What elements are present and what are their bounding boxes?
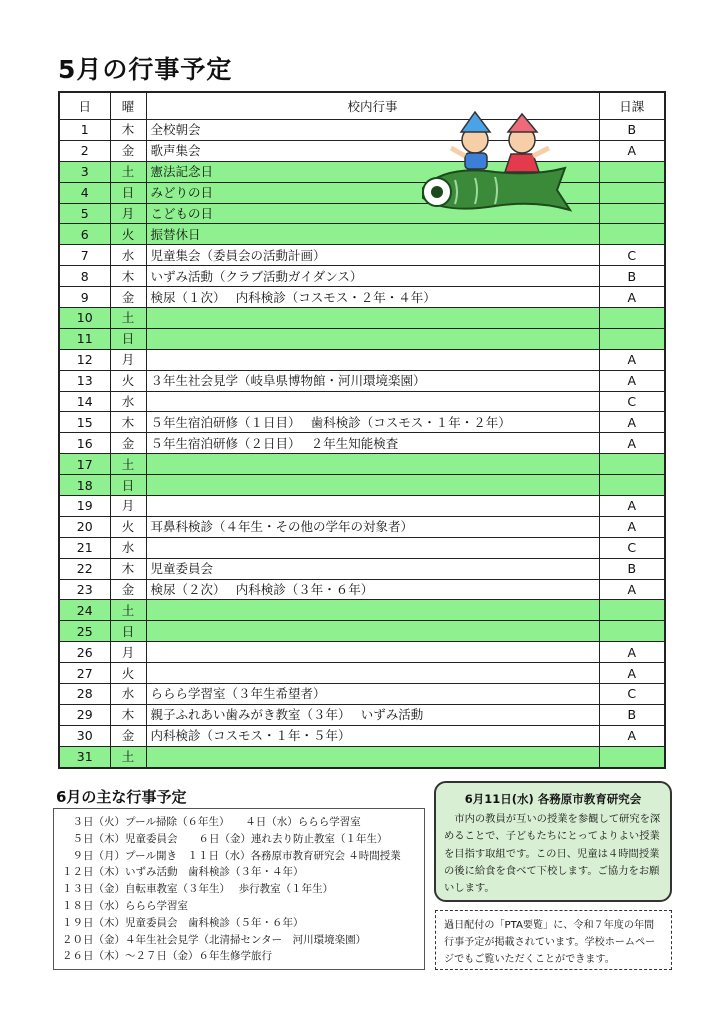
table-row	[59, 391, 665, 412]
row-event: いずみ活動（クラブ活動ガイダンス）	[146, 266, 599, 287]
pta-notice: 過日配付の「PTA要覧」に、令和７年度の年間行事予定が掲載されています。学校ホームページでもご覧いただくことができます。	[435, 910, 672, 970]
row-schedule: A	[599, 496, 665, 517]
june-event-item: １８日（水）ららら学習室	[62, 899, 188, 912]
row-event	[146, 642, 599, 663]
row-event: 振替休日	[146, 224, 599, 245]
row-schedule	[599, 746, 665, 767]
row-weekday: 金	[110, 433, 146, 454]
table-row	[59, 224, 665, 245]
header-day: 日	[59, 92, 110, 120]
row-event: 児童集会（委員会の活動計画）	[146, 245, 599, 266]
row-schedule: A	[599, 642, 665, 663]
table-row	[59, 349, 665, 370]
row-day: 17	[59, 454, 110, 475]
research-notice-box	[434, 781, 672, 902]
row-schedule: B	[599, 266, 665, 287]
row-event	[146, 746, 599, 767]
table-row	[59, 704, 665, 725]
row-day: 18	[59, 475, 110, 496]
table-row	[59, 328, 665, 349]
row-weekday: 火	[110, 663, 146, 684]
row-weekday: 金	[110, 579, 146, 600]
row-weekday: 木	[110, 704, 146, 725]
row-event	[146, 454, 599, 475]
row-schedule: B	[599, 120, 665, 141]
row-weekday: 水	[110, 245, 146, 266]
row-schedule: A	[599, 663, 665, 684]
row-schedule	[599, 182, 665, 203]
table-row	[59, 725, 665, 746]
row-weekday: 木	[110, 412, 146, 433]
row-event: ５年生宿泊研修（１日目） 歯科検診（コスモス・１年・２年）	[146, 412, 599, 433]
row-event	[146, 328, 599, 349]
row-schedule	[599, 308, 665, 329]
row-schedule	[599, 203, 665, 224]
june-event-item: １３日（金）自転車教室（３年生） 歩行教室（１年生）	[62, 883, 334, 896]
header-schedule: 日課	[599, 92, 665, 120]
row-schedule	[599, 328, 665, 349]
row-schedule: C	[599, 684, 665, 705]
row-weekday: 金	[110, 140, 146, 161]
row-weekday: 金	[110, 287, 146, 308]
row-schedule: A	[599, 349, 665, 370]
carp-streamer-illustration	[415, 110, 575, 225]
page-title: 5月の行事予定	[58, 55, 233, 84]
june-event-item: ２０日（金）４年生社会見学（北清掃センター 河川環境楽園）	[62, 933, 367, 946]
row-schedule: A	[599, 287, 665, 308]
row-schedule	[599, 600, 665, 621]
row-event: 耳鼻科検診（４年生・その他の学年の対象者）	[146, 516, 599, 537]
row-day: 3	[59, 161, 110, 182]
row-weekday: 木	[110, 558, 146, 579]
row-schedule: A	[599, 412, 665, 433]
table-row	[59, 746, 665, 767]
row-event	[146, 537, 599, 558]
table-row	[59, 475, 665, 496]
row-event: ３年生社会見学（岐阜県博物館・河川環境楽園）	[146, 370, 599, 391]
row-schedule: C	[599, 245, 665, 266]
row-weekday: 水	[110, 391, 146, 412]
row-day: 22	[59, 558, 110, 579]
row-day: 13	[59, 370, 110, 391]
row-weekday: 日	[110, 328, 146, 349]
june-title: 6月の主な行事予定	[56, 788, 187, 806]
row-weekday: 月	[110, 203, 146, 224]
row-weekday: 金	[110, 725, 146, 746]
row-schedule: A	[599, 725, 665, 746]
row-schedule	[599, 454, 665, 475]
header-event: 校内行事	[146, 92, 599, 120]
row-weekday: 火	[110, 224, 146, 245]
row-day: 23	[59, 579, 110, 600]
row-day: 6	[59, 224, 110, 245]
row-event: 検尿（１次） 内科検診（コスモス・２年・４年）	[146, 287, 599, 308]
table-row	[59, 579, 665, 600]
row-weekday: 水	[110, 537, 146, 558]
table-row	[59, 600, 665, 621]
row-day: 2	[59, 140, 110, 161]
table-row	[59, 370, 665, 391]
table-row	[59, 454, 665, 475]
table-row	[59, 558, 665, 579]
row-event: 児童委員会	[146, 558, 599, 579]
row-day: 31	[59, 746, 110, 767]
row-schedule	[599, 161, 665, 182]
june-event-item: ５日（木）児童委員会 ６日（金）連れ去り防止教室（１年生）	[62, 832, 388, 845]
row-day: 5	[59, 203, 110, 224]
row-weekday: 火	[110, 370, 146, 391]
row-day: 30	[59, 725, 110, 746]
row-weekday: 土	[110, 308, 146, 329]
row-schedule: A	[599, 370, 665, 391]
june-event-item: ２６日（木）～２７日（金）６年生修学旅行	[62, 950, 272, 963]
row-weekday: 日	[110, 621, 146, 642]
row-event	[146, 496, 599, 517]
row-event: 親子ふれあい歯みがき教室（３年） いずみ活動	[146, 704, 599, 725]
table-row	[59, 266, 665, 287]
row-day: 29	[59, 704, 110, 725]
row-weekday: 月	[110, 642, 146, 663]
row-event	[146, 391, 599, 412]
row-schedule: A	[599, 516, 665, 537]
row-weekday: 日	[110, 475, 146, 496]
row-weekday: 水	[110, 684, 146, 705]
row-day: 4	[59, 182, 110, 203]
table-row	[59, 412, 665, 433]
table-row	[59, 663, 665, 684]
june-event-item: ９日（月）プール開き １１日（水）各務原市教育研究会 ４時間授業	[62, 849, 401, 862]
research-title: 6月11日(水) 各務原市教育研究会	[464, 792, 642, 806]
row-schedule	[599, 224, 665, 245]
row-day: 7	[59, 245, 110, 266]
row-day: 25	[59, 621, 110, 642]
row-day: 8	[59, 266, 110, 287]
row-schedule: C	[599, 537, 665, 558]
row-event	[146, 663, 599, 684]
row-day: 15	[59, 412, 110, 433]
row-day: 28	[59, 684, 110, 705]
row-event: 憲法記念日	[146, 161, 599, 182]
row-event: 内科検診（コスモス・１年・５年）	[146, 725, 599, 746]
row-weekday: 土	[110, 161, 146, 182]
row-event	[146, 600, 599, 621]
header-weekday: 曜	[110, 92, 146, 120]
row-day: 27	[59, 663, 110, 684]
row-schedule: C	[599, 391, 665, 412]
row-day: 12	[59, 349, 110, 370]
row-event: 全校朝会	[146, 120, 599, 141]
row-event	[146, 308, 599, 329]
row-weekday: 木	[110, 266, 146, 287]
table-row	[59, 433, 665, 454]
row-event: ５年生宿泊研修（２日目） ２年生知能検査	[146, 433, 599, 454]
row-day: 16	[59, 433, 110, 454]
june-event-item: ３日（火）プール掃除（６年生） ４日（水）ららら学習室	[62, 816, 361, 828]
table-row	[59, 516, 665, 537]
row-event	[146, 621, 599, 642]
row-weekday: 日	[110, 182, 146, 203]
row-event: ららら学習室（３年生希望者）	[146, 684, 599, 705]
row-schedule	[599, 475, 665, 496]
row-day: 26	[59, 642, 110, 663]
row-day: 21	[59, 537, 110, 558]
row-event: こどもの日	[146, 203, 599, 224]
june-event-item: １２日（木）いずみ活動 歯科検診（３年・４年）	[62, 866, 304, 879]
table-row	[59, 621, 665, 642]
row-weekday: 土	[110, 746, 146, 767]
table-row	[59, 308, 665, 329]
row-event: みどりの日	[146, 182, 599, 203]
row-schedule: B	[599, 704, 665, 725]
row-schedule: A	[599, 140, 665, 161]
research-body: 市内の教員が互いの授業を参観して研究を深めることで、子どもたちにとってよりよい授業を目指す取組です。この日、児童は４時間授業の後に給食を食べて下校します。ご協力をお願いします。	[444, 813, 661, 895]
row-event: 検尿（２次） 内科検診（３年・６年）	[146, 579, 599, 600]
row-schedule: A	[599, 579, 665, 600]
row-day: 19	[59, 496, 110, 517]
row-day: 24	[59, 600, 110, 621]
june-events-box	[53, 808, 425, 970]
row-weekday: 土	[110, 454, 146, 475]
row-day: 14	[59, 391, 110, 412]
row-weekday: 月	[110, 349, 146, 370]
row-schedule: A	[599, 433, 665, 454]
row-weekday: 木	[110, 120, 146, 141]
row-event	[146, 349, 599, 370]
row-weekday: 月	[110, 496, 146, 517]
row-day: 1	[59, 120, 110, 141]
june-event-item: １９日（木）児童委員会 歯科検診（５年・６年）	[62, 916, 304, 929]
table-row	[59, 537, 665, 558]
table-row	[59, 245, 665, 266]
row-schedule	[599, 621, 665, 642]
table-row	[59, 496, 665, 517]
table-row	[59, 684, 665, 705]
table-row	[59, 287, 665, 308]
row-day: 9	[59, 287, 110, 308]
row-day: 20	[59, 516, 110, 537]
row-weekday: 火	[110, 516, 146, 537]
row-event	[146, 475, 599, 496]
row-day: 11	[59, 328, 110, 349]
table-row	[59, 642, 665, 663]
row-day: 10	[59, 308, 110, 329]
row-event: 歌声集会	[146, 140, 599, 161]
row-schedule: B	[599, 558, 665, 579]
row-weekday: 土	[110, 600, 146, 621]
